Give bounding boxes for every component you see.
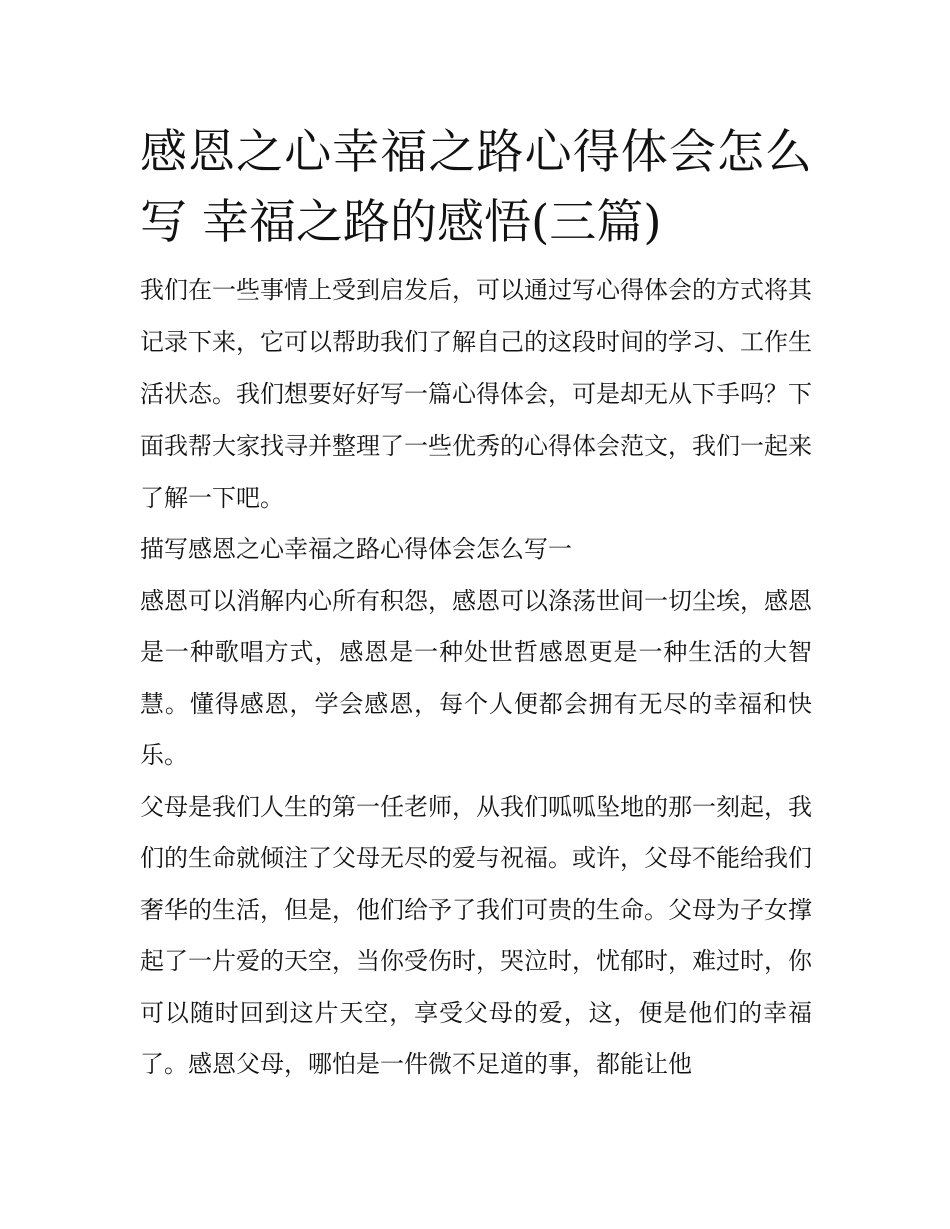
section-heading: 描写感恩之心幸福之路心得体会怎么写一 [140, 535, 572, 563]
intro-paragraph: 我们在一些事情上受到启发后，可以通过写心得体会的方式将其记录下来，它可以帮助我们了解自己的这段时间的学习、工作生活状态。我们想要好好写一篇心得体会，可是却无从下手吗？下面我帮大家找寻并整理了一些优秀的心得体会范文，我们一起来了解一下吧。 [140, 276, 812, 512]
body-paragraph: 父母是我们人生的第一任老师，从我们呱呱坠地的那一刻起，我们的生命就倾注了父母无尽的爱与祝福。或许，父母不能给我们奢华的生活，但是，他们给予了我们可贵的生命。父母为子女撑起了一片爱的天空，当你受伤时，哭泣时，忧郁时，难过时，你可以随时回到这片天空，享受父母的爱，这，便是他们的幸福了。感恩父母，哪怕是一件微不足道的事，都能让他 [140, 792, 812, 1078]
document-page [140, 118, 812, 1091]
document-title: 感恩之心幸福之路心得体会怎么写 幸福之路的感悟(三篇) [140, 125, 812, 250]
body-paragraph: 感恩可以消解内心所有积怨，感恩可以涤荡世间一切尘埃，感恩是一种歌唱方式，感恩是一种处世哲感恩更是一种生活的大智慧。懂得感恩，学会感恩，每个人便都会拥有无尽的幸福和快乐。 [140, 586, 812, 769]
